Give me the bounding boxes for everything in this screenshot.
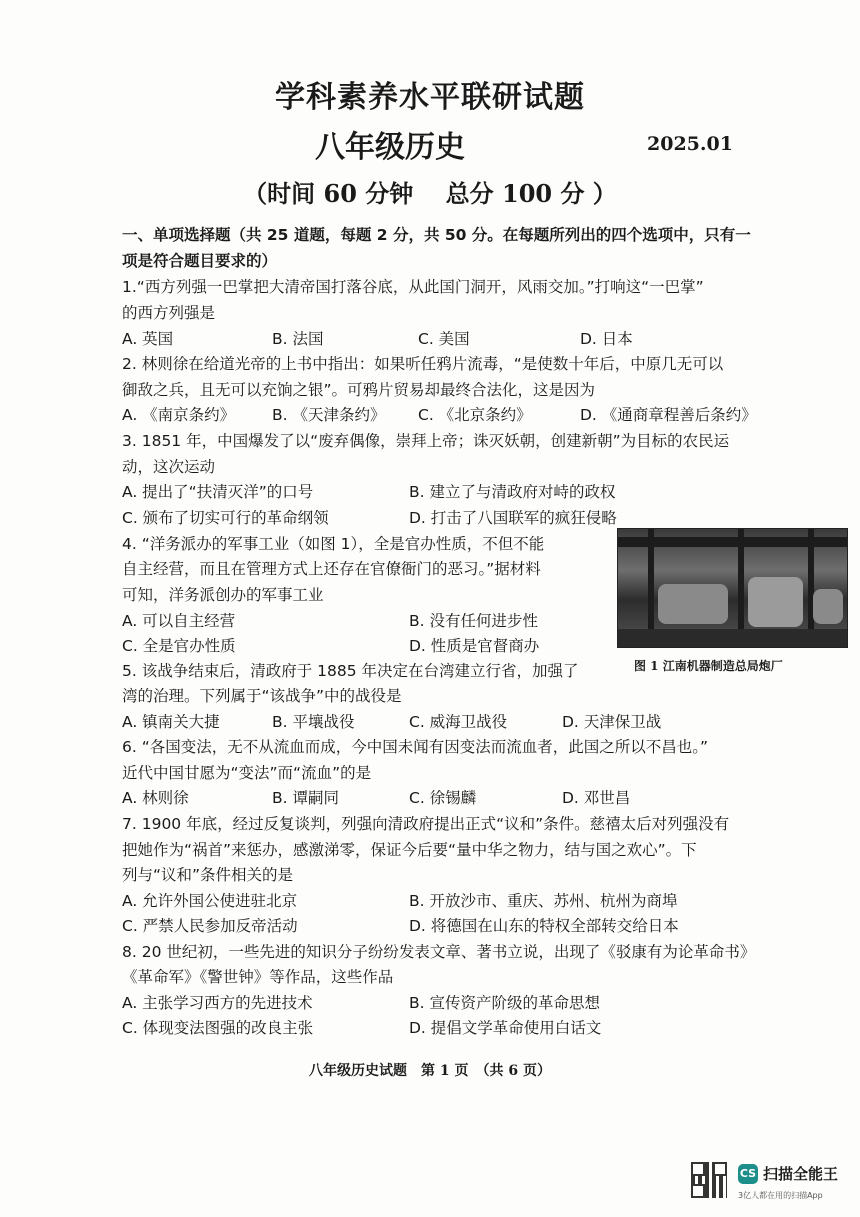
figure-1-photo <box>617 528 848 648</box>
question-7-line2: 把她作为“祸首”来惩办，感激涕零，保证今后要“量中华之物力，结与国之欢心”。下 <box>122 841 697 859</box>
qr-code-icon <box>691 1162 727 1198</box>
question-4-line2: 自主经营，而且在管理方式上还存在官僚衙门的恶习。”据材料 <box>122 560 541 578</box>
q7-option-d: D. 将德国在山东的特权全部转交给日本 <box>409 917 679 935</box>
q2-option-d: D. 《通商章程善后条约》 <box>580 406 757 424</box>
q4-option-d: D. 性质是官督商办 <box>409 637 540 655</box>
exam-time-info: （时间 60 分钟 总分 100 分 ） <box>243 179 617 208</box>
q5-option-a: A. 镇南关大捷 <box>122 713 220 731</box>
q4-option-a: A. 可以自主经营 <box>122 612 236 630</box>
question-2-line2: 御敌之兵，且无可以充饷之银”。可鸦片贸易却最终合法化，这是因为 <box>122 381 596 399</box>
section-heading-line2: 项是符合题目要求的） <box>122 252 278 270</box>
question-7-line1: 7. 1900 年底，经过反复谈判，列强向清政府提出正式“议和”条件。慈禧太后对列强没有 <box>122 815 730 833</box>
q1-option-d: D. 日本 <box>580 330 633 348</box>
q6-option-d: D. 邓世昌 <box>562 789 631 807</box>
question-1-line2: 的西方列强是 <box>122 304 216 322</box>
question-5-line2: 湾的治理。下列属于“该战争”中的战役是 <box>122 687 402 705</box>
q2-option-c: C. 《北京条约》 <box>418 406 532 424</box>
camscanner-logo-icon: CS <box>738 1164 758 1184</box>
q7-option-c: C. 严禁人民参加反帝活动 <box>122 917 298 935</box>
q3-option-c: C. 颁布了切实可行的革命纲领 <box>122 509 329 527</box>
exam-subject: 八年级历史 <box>315 130 465 165</box>
figure-1-caption: 图 1 江南机器制造总局炮厂 <box>634 659 783 673</box>
q2-option-b: B. 《天津条约》 <box>272 406 386 424</box>
q3-option-a: A. 提出了“扶清灭洋”的口号 <box>122 483 314 501</box>
q3-option-d: D. 打击了八国联军的疯狂侵略 <box>409 509 617 527</box>
q7-option-a: A. 允许外国公使进驻北京 <box>122 892 298 910</box>
question-5-line1: 5. 该战争结束后，清政府于 1885 年决定在台湾建立行省，加强了 <box>122 662 579 680</box>
exam-date: 2025.01 <box>647 133 733 155</box>
question-6-line1: 6. “各国变法，无不从流血而成，今中国未闻有因变法而流血者，此国之所以不昌也。” <box>122 738 709 756</box>
q8-option-a: A. 主张学习西方的先进技术 <box>122 994 313 1012</box>
q6-option-a: A. 林则徐 <box>122 789 189 807</box>
q2-option-a: A. 《南京条约》 <box>122 406 236 424</box>
q6-option-c: C. 徐锡麟 <box>409 789 477 807</box>
q8-option-b: B. 宣传资产阶级的革命思想 <box>409 994 600 1012</box>
question-2-line1: 2. 林则徐在给道光帝的上书中指出：如果听任鸦片流毒，“是使数十年后，中原几无可以 <box>122 355 724 373</box>
q8-option-d: D. 提倡文学革命使用白话文 <box>409 1019 602 1037</box>
q4-option-c: C. 全是官办性质 <box>122 637 236 655</box>
q7-option-b: B. 开放沙市、重庆、苏州、杭州为商埠 <box>409 892 678 910</box>
q5-option-c: C. 威海卫战役 <box>409 713 508 731</box>
question-7-line3: 列与“议和”条件相关的是 <box>122 866 294 884</box>
question-3-line2: 动，这次运动 <box>122 458 216 476</box>
question-3-line1: 3. 1851 年，中国爆发了以“废弃偶像，崇拜上帝；诛灭妖朝，创建新朝”为目标的农民运 <box>122 432 730 450</box>
q1-option-b: B. 法国 <box>272 330 324 348</box>
camscanner-name: 扫描全能王 <box>763 1165 839 1183</box>
question-8-line1: 8. 20 世纪初，一些先进的知识分子纷纷发表文章、著书立说，出现了《驳康有为论革命书》 <box>122 943 756 961</box>
q1-option-a: A. 英国 <box>122 330 174 348</box>
question-4-line3: 可知，洋务派创办的军事工业 <box>122 586 324 604</box>
question-4-line1: 4. “洋务派办的军事工业（如图 1），全是官办性质，不但不能 <box>122 535 545 553</box>
section-heading-line1: 一、单项选择题（共 25 道题，每题 2 分，共 50 分。在每题所列出的四个选项中，只有一 <box>122 226 751 244</box>
question-8-line2: 《革命军》《警世钟》等作品，这些作品 <box>122 968 394 986</box>
q4-option-b: B. 没有任何进步性 <box>409 612 538 630</box>
question-6-line2: 近代中国甘愿为“变法”而“流血”的是 <box>122 764 372 782</box>
q3-option-b: B. 建立了与清政府对峙的政权 <box>409 483 616 501</box>
q8-option-c: C. 体现变法图强的改良主张 <box>122 1019 314 1037</box>
question-1-line1: 1.“西方列强一巴掌把大清帝国打落谷底，从此国门洞开，风雨交加。”打响这“一巴掌” <box>122 278 704 296</box>
q1-option-c: C. 美国 <box>418 330 470 348</box>
camscanner-tagline: 3亿人都在用的扫描App <box>738 1191 823 1200</box>
q5-option-b: B. 平壤战役 <box>272 713 355 731</box>
q5-option-d: D. 天津保卫战 <box>562 713 662 731</box>
page-footer: 八年级历史试题 第 1 页 （共 6 页） <box>309 1063 551 1079</box>
q6-option-b: B. 谭嗣同 <box>272 789 339 807</box>
exam-title: 学科素养水平联研试题 <box>275 80 585 115</box>
